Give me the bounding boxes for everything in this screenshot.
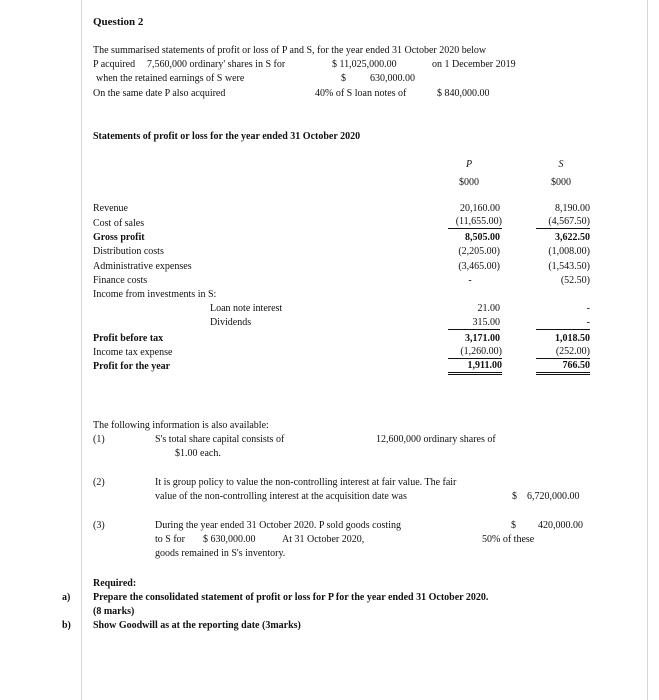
row-label-distribution-costs: Distribution costs	[93, 246, 164, 257]
statement-heading: Statements of profit or loss for the year ended 31 October 2020	[93, 131, 361, 142]
part-b-label: b)	[62, 620, 71, 631]
question-title: Question 2	[93, 16, 144, 28]
info-item-3-number: (3)	[93, 520, 105, 531]
info-item-3-line-2c: At 31 October 2020,	[282, 534, 365, 545]
row-p-revenue: 20,160.00	[460, 203, 500, 214]
row-s-dividends: -	[586, 317, 590, 328]
info-item-3-value: 420,000.00	[538, 520, 583, 531]
info-item-3-line-3: goods remained in S's inventory.	[155, 548, 286, 559]
info-item-3-line-1: During the year ended 31 October 2020. P sold goods costing	[155, 520, 401, 531]
info-item-2-value: 6,720,000.00	[527, 491, 580, 502]
row-p-gross-profit: 8,505.00	[465, 232, 500, 243]
intro-line-4b: 40% of S loan notes of	[315, 88, 407, 99]
intro-line-4c: $ 840,000.00	[437, 88, 490, 99]
row-s-finance-costs: (52.50)	[560, 275, 590, 286]
s-column-rule	[536, 317, 590, 330]
row-label-revenue: Revenue	[93, 203, 128, 214]
row-label-income-from-investments: Income from investments in S:	[93, 289, 217, 300]
info-item-3-percentage: 50% of these	[482, 534, 535, 545]
row-p-finance-costs: -	[468, 275, 472, 286]
intro-line-3a: when the retained earnings of S were	[96, 73, 245, 84]
row-label-dividends: Dividends	[210, 317, 252, 328]
intro-line-2d: on 1 December 2019	[432, 59, 516, 70]
row-s-loan-note-interest: -	[586, 303, 590, 314]
intro-line-1: The summarised statements of profit or loss of P and S, for the year ended 31 October 2020 below	[93, 45, 487, 56]
part-a-marks: (8 marks)	[93, 606, 135, 617]
intro-line-3c: 630,000.00	[370, 73, 415, 84]
part-a-text: Prepare the consolidated statement of profit or loss for P for the year ended 31 October 2020.	[93, 592, 489, 603]
row-p-income-tax-expense: (1,260.00)	[448, 346, 502, 359]
row-p-dividends: 315.00	[448, 317, 500, 330]
row-label-administrative-expenses: Administrative expenses	[93, 261, 192, 272]
row-s-cost-of-sales: (4,567.50)	[536, 216, 590, 229]
intro-line-2c: $ 11,025,000.00	[332, 59, 397, 70]
row-label-profit-for-the-year: Profit for the year	[93, 361, 171, 372]
info-item-1-number: (1)	[93, 434, 105, 445]
part-b-text: Show Goodwill as at the reporting date (3marks)	[93, 620, 301, 631]
info-item-3-currency: $	[511, 520, 516, 531]
row-label-loan-note-interest: Loan note interest	[210, 303, 283, 314]
row-s-income-tax-expense: (252.00)	[536, 346, 590, 359]
row-p-loan-note-interest: 21.00	[477, 303, 500, 314]
row-p-distribution-costs: (2,205.00)	[458, 246, 500, 257]
row-s-administrative-expenses: (1,543.50)	[548, 261, 590, 272]
row-p-profit-for-the-year: 1,911.00	[448, 360, 502, 375]
row-label-finance-costs: Finance costs	[93, 275, 148, 286]
row-label-profit-before-tax: Profit before tax	[93, 333, 164, 344]
left-margin-line	[81, 0, 82, 700]
intro-line-3b: $	[341, 73, 346, 84]
row-s-distribution-costs: (1,008.00)	[548, 246, 590, 257]
right-margin-line	[647, 0, 648, 700]
info-item-3-line-2a: to S for	[155, 534, 185, 545]
column-unit-s: $000	[551, 177, 571, 188]
info-item-3-line-2b: $ 630,000.00	[203, 534, 256, 545]
row-p-cost-of-sales: (11,655.00)	[448, 216, 502, 229]
info-item-2-line-1: It is group policy to value the non-controlling interest at fair value. The fair	[155, 477, 457, 488]
row-s-gross-profit: 3,622.50	[555, 232, 590, 243]
required-heading: Required:	[93, 578, 137, 589]
info-item-2-line-2: value of the non-controlling interest at the acquisition date was	[155, 491, 407, 502]
row-s-profit-for-the-year: 766.50	[536, 360, 590, 375]
intro-line-2a: P acquired	[93, 59, 136, 70]
part-a-label: a)	[62, 592, 71, 603]
info-item-1-line-1: S's total share capital consists of	[155, 434, 285, 445]
info-item-1-line-2: $1.00 each.	[175, 448, 221, 459]
row-label-income-tax-expense: Income tax expense	[93, 347, 173, 358]
row-label-gross-profit: Gross profit	[93, 232, 145, 243]
column-header-s: S	[558, 159, 564, 170]
row-s-revenue: 8,190.00	[555, 203, 590, 214]
info-heading: The following information is also available:	[93, 420, 269, 431]
column-unit-p: $000	[459, 177, 479, 188]
row-s-profit-before-tax: 1,018.50	[555, 333, 590, 344]
intro-line-2b: 7,560,000 ordinary' shares in S for	[147, 59, 286, 70]
info-item-2-currency: $	[512, 491, 517, 502]
column-header-p: P	[465, 159, 473, 170]
intro-line-4a: On the same date P also acquired	[93, 88, 226, 99]
row-p-profit-before-tax: 3,171.00	[465, 333, 500, 344]
row-p-administrative-expenses: (3,465.00)	[458, 261, 500, 272]
row-label-cost-of-sales: Cost of sales	[93, 218, 145, 229]
info-item-1-value: 12,600,000 ordinary shares of	[376, 434, 496, 445]
info-item-2-number: (2)	[93, 477, 105, 488]
